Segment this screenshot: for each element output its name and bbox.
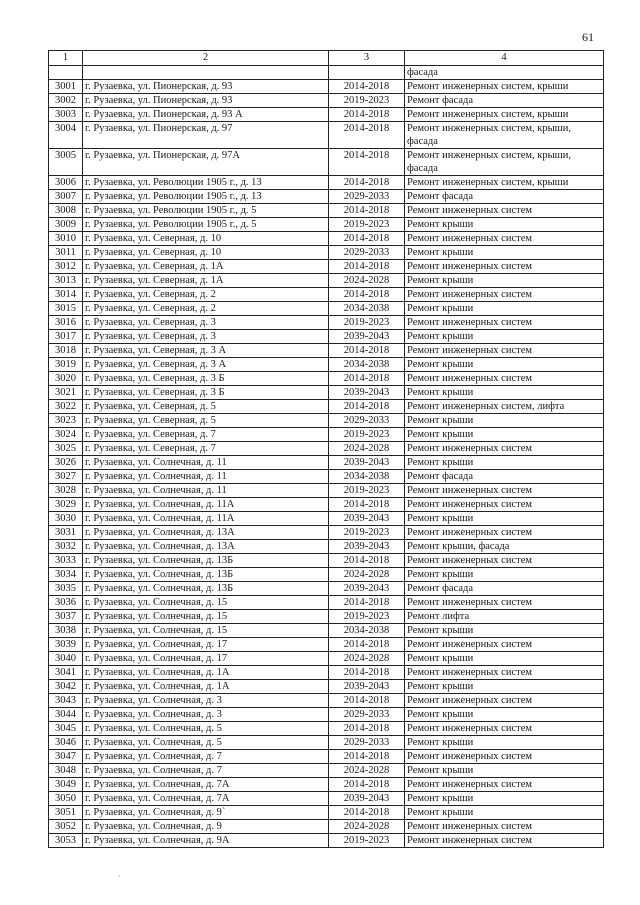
row-number: 3048 <box>49 764 83 778</box>
row-number: 3031 <box>49 526 83 540</box>
continuation-cell-empty <box>83 66 329 80</box>
row-address: г. Рузаевка, ул. Солнечная, д. 11 <box>83 484 329 498</box>
row-number: 3010 <box>49 232 83 246</box>
table-row <box>49 750 604 764</box>
row-number: 3026 <box>49 456 83 470</box>
row-work: Ремонт инженерных систем, крыши, фасада <box>405 122 604 149</box>
table-row <box>49 694 604 708</box>
row-address: г. Рузаевка, ул. Северная, д. 1А <box>83 260 329 274</box>
row-work: Ремонт инженерных систем <box>405 638 604 652</box>
table-row <box>49 344 604 358</box>
row-period: 2039-2043 <box>329 680 405 694</box>
row-number: 3037 <box>49 610 83 624</box>
table-body <box>49 51 604 848</box>
table-row <box>49 526 604 540</box>
row-address: г. Рузаевка, ул. Северная, д. 3 <box>83 316 329 330</box>
row-address: г. Рузаевка, ул. Революции 1905 г., д. 13 <box>83 190 329 204</box>
continuation-cell-empty <box>329 66 405 80</box>
row-period: 2029-2033 <box>329 708 405 722</box>
column-number-row <box>49 51 604 66</box>
table-row <box>49 554 604 568</box>
table-row <box>49 372 604 386</box>
row-work: Ремонт инженерных систем <box>405 204 604 218</box>
row-period: 2014-2018 <box>329 372 405 386</box>
row-period: 2029-2033 <box>329 246 405 260</box>
row-address: г. Рузаевка, ул. Северная, д. 3 А <box>83 358 329 372</box>
row-period: 2014-2018 <box>329 554 405 568</box>
row-address: г. Рузаевка, ул. Пионерская, д. 97 <box>83 122 329 149</box>
row-number: 3024 <box>49 428 83 442</box>
row-period: 2024-2028 <box>329 442 405 456</box>
row-address: г. Рузаевка, ул. Солнечная, д. 11 <box>83 470 329 484</box>
row-period: 2024-2028 <box>329 274 405 288</box>
table-row <box>49 638 604 652</box>
row-address: г. Рузаевка, ул. Солнечная, д. 7А <box>83 778 329 792</box>
row-period: 2039-2043 <box>329 386 405 400</box>
row-number: 3004 <box>49 122 83 149</box>
row-address: г. Рузаевка, ул. Солнечная, д. 5 <box>83 736 329 750</box>
row-work: Ремонт инженерных систем <box>405 344 604 358</box>
table-row <box>49 400 604 414</box>
table-row <box>49 260 604 274</box>
row-work: Ремонт инженерных систем <box>405 232 604 246</box>
row-work: Ремонт инженерных систем <box>405 554 604 568</box>
table-row <box>49 218 604 232</box>
table-row <box>49 190 604 204</box>
row-period: 2034-2038 <box>329 624 405 638</box>
table-row <box>49 834 604 848</box>
table-row <box>49 288 604 302</box>
table-row <box>49 204 604 218</box>
table-row <box>49 736 604 750</box>
row-address: г. Рузаевка, ул. Пионерская, д. 93 <box>83 94 329 108</box>
row-address: г. Рузаевка, ул. Северная, д. 7 <box>83 442 329 456</box>
row-period: 2039-2043 <box>329 540 405 554</box>
row-address: г. Рузаевка, ул. Северная, д. 5 <box>83 400 329 414</box>
table-row <box>49 232 604 246</box>
row-address: г. Рузаевка, ул. Солнечная, д. 7 <box>83 764 329 778</box>
row-number: 3018 <box>49 344 83 358</box>
table-row <box>49 456 604 470</box>
row-address: г. Рузаевка, ул. Северная, д. 3 Б <box>83 372 329 386</box>
row-number: 3040 <box>49 652 83 666</box>
table-row <box>49 428 604 442</box>
row-address: г. Рузаевка, ул. Революции 1905 г., д. 5 <box>83 218 329 232</box>
row-number: 3049 <box>49 778 83 792</box>
row-work: Ремонт крыши <box>405 512 604 526</box>
row-period: 2014-2018 <box>329 806 405 820</box>
row-work: Ремонт инженерных систем <box>405 316 604 330</box>
row-work: Ремонт инженерных систем <box>405 666 604 680</box>
table-row <box>49 414 604 428</box>
row-work: Ремонт крыши <box>405 708 604 722</box>
row-address: г. Рузаевка, ул. Солнечная, д. 7 <box>83 750 329 764</box>
row-address: г. Рузаевка, ул. Солнечная, д. 13Б <box>83 568 329 582</box>
page-number: 61 <box>582 30 594 44</box>
table-row <box>49 596 604 610</box>
row-work: Ремонт крыши <box>405 624 604 638</box>
row-work: Ремонт инженерных систем <box>405 442 604 456</box>
row-period: 2014-2018 <box>329 750 405 764</box>
row-number: 3016 <box>49 316 83 330</box>
row-period: 2019-2023 <box>329 526 405 540</box>
table-row <box>49 386 604 400</box>
row-work: Ремонт крыши <box>405 736 604 750</box>
table-row <box>49 624 604 638</box>
row-address: г. Рузаевка, ул. Солнечная, д. 11А <box>83 498 329 512</box>
row-address: г. Рузаевка, ул. Солнечная, д. 3 <box>83 708 329 722</box>
row-work: Ремонт инженерных систем <box>405 834 604 848</box>
row-number: 3038 <box>49 624 83 638</box>
row-work: Ремонт инженерных систем, лифта <box>405 400 604 414</box>
table-row <box>49 442 604 456</box>
row-period: 2019-2023 <box>329 834 405 848</box>
row-number: 3006 <box>49 176 83 190</box>
row-work: Ремонт крыши <box>405 358 604 372</box>
table-row <box>49 778 604 792</box>
row-number: 3015 <box>49 302 83 316</box>
row-work: Ремонт инженерных систем, крыши <box>405 176 604 190</box>
row-period: 2039-2043 <box>329 512 405 526</box>
row-address: г. Рузаевка, ул. Солнечная, д. 13А <box>83 540 329 554</box>
row-number: 3007 <box>49 190 83 204</box>
table-row <box>49 484 604 498</box>
row-number: 3032 <box>49 540 83 554</box>
row-period: 2029-2033 <box>329 736 405 750</box>
row-work: Ремонт крыши <box>405 218 604 232</box>
table-row <box>49 80 604 94</box>
table-row <box>49 176 604 190</box>
row-address: г. Рузаевка, ул. Солнечная, д. 3 <box>83 694 329 708</box>
row-work: Ремонт инженерных систем <box>405 722 604 736</box>
row-number: 3014 <box>49 288 83 302</box>
row-address: г. Рузаевка, ул. Революции 1905 г., д. 5 <box>83 204 329 218</box>
row-work: Ремонт фасада <box>405 470 604 484</box>
table-row <box>49 568 604 582</box>
table-row <box>49 512 604 526</box>
table-row <box>49 358 604 372</box>
row-number: 3001 <box>49 80 83 94</box>
row-work: Ремонт крыши <box>405 302 604 316</box>
row-address: г. Рузаевка, ул. Пионерская, д. 93 А <box>83 108 329 122</box>
row-address: г. Рузаевка, ул. Северная, д. 7 <box>83 428 329 442</box>
row-address: г. Рузаевка, ул. Северная, д. 3 А <box>83 344 329 358</box>
table-row <box>49 470 604 484</box>
row-number: 3051 <box>49 806 83 820</box>
row-work: Ремонт крыши <box>405 568 604 582</box>
table-row <box>49 94 604 108</box>
row-number: 3052 <box>49 820 83 834</box>
table-row <box>49 330 604 344</box>
row-period: 2014-2018 <box>329 400 405 414</box>
row-work: Ремонт крыши <box>405 414 604 428</box>
row-period: 2034-2038 <box>329 358 405 372</box>
row-period: 2014-2018 <box>329 722 405 736</box>
scan-mark: · <box>118 872 121 881</box>
row-work: Ремонт крыши <box>405 806 604 820</box>
table-row <box>49 582 604 596</box>
row-address: г. Рузаевка, ул. Солнечная, д. 13Б <box>83 582 329 596</box>
row-number: 3034 <box>49 568 83 582</box>
row-number: 3021 <box>49 386 83 400</box>
row-period: 2014-2018 <box>329 176 405 190</box>
row-address: г. Рузаевка, ул. Северная, д. 3 Б <box>83 386 329 400</box>
row-address: г. Рузаевка, ул. Пионерская, д. 93 <box>83 80 329 94</box>
table-row <box>49 122 604 149</box>
row-period: 2014-2018 <box>329 638 405 652</box>
row-number: 3029 <box>49 498 83 512</box>
row-address: г. Рузаевка, ул. Северная, д. 5 <box>83 414 329 428</box>
row-work: Ремонт инженерных систем <box>405 596 604 610</box>
row-number: 3033 <box>49 554 83 568</box>
row-work: Ремонт крыши <box>405 246 604 260</box>
row-address: г. Рузаевка, ул. Солнечная, д. 13А <box>83 526 329 540</box>
row-number: 3042 <box>49 680 83 694</box>
table-row <box>49 652 604 666</box>
row-number: 3017 <box>49 330 83 344</box>
table-row <box>49 274 604 288</box>
row-address: г. Рузаевка, ул. Революции 1905 г., д. 13 <box>83 176 329 190</box>
row-work: Ремонт инженерных систем <box>405 750 604 764</box>
table-row <box>49 820 604 834</box>
row-work: Ремонт крыши <box>405 386 604 400</box>
row-address: г. Рузаевка, ул. Северная, д. 10 <box>83 232 329 246</box>
row-address: г. Рузаевка, ул. Солнечная, д. 13Б <box>83 554 329 568</box>
row-number: 3023 <box>49 414 83 428</box>
row-period: 2014-2018 <box>329 260 405 274</box>
row-address: г. Рузаевка, ул. Солнечная, д. 1А <box>83 666 329 680</box>
row-number: 3005 <box>49 149 83 176</box>
row-period: 2014-2018 <box>329 122 405 149</box>
row-number: 3046 <box>49 736 83 750</box>
row-work: Ремонт крыши <box>405 652 604 666</box>
row-period: 2034-2038 <box>329 470 405 484</box>
row-number: 3045 <box>49 722 83 736</box>
table-row <box>49 316 604 330</box>
row-address: г. Рузаевка, ул. Солнечная, д. 9` <box>83 806 329 820</box>
table-row <box>49 610 604 624</box>
row-number: 3047 <box>49 750 83 764</box>
row-number: 3043 <box>49 694 83 708</box>
row-period: 2019-2023 <box>329 94 405 108</box>
row-period: 2014-2018 <box>329 344 405 358</box>
row-period: 2014-2018 <box>329 596 405 610</box>
continuation-cell-empty <box>49 66 83 80</box>
row-address: г. Рузаевка, ул. Пионерская, д. 97А <box>83 149 329 176</box>
table-row <box>49 708 604 722</box>
row-period: 2034-2038 <box>329 302 405 316</box>
row-period: 2019-2023 <box>329 316 405 330</box>
row-period: 2014-2018 <box>329 694 405 708</box>
table-row <box>49 108 604 122</box>
row-number: 3009 <box>49 218 83 232</box>
row-number: 3025 <box>49 442 83 456</box>
row-number: 3027 <box>49 470 83 484</box>
row-period: 2014-2018 <box>329 666 405 680</box>
row-work: Ремонт крыши <box>405 680 604 694</box>
row-number: 3012 <box>49 260 83 274</box>
row-work: Ремонт инженерных систем <box>405 484 604 498</box>
row-period: 2014-2018 <box>329 232 405 246</box>
table-row <box>49 792 604 806</box>
row-number: 3035 <box>49 582 83 596</box>
row-number: 3036 <box>49 596 83 610</box>
row-period: 2014-2018 <box>329 108 405 122</box>
row-work: Ремонт фасада <box>405 190 604 204</box>
row-address: г. Рузаевка, ул. Северная, д. 1А <box>83 274 329 288</box>
row-address: г. Рузаевка, ул. Солнечная, д. 15 <box>83 624 329 638</box>
row-address: г. Рузаевка, ул. Северная, д. 10 <box>83 246 329 260</box>
row-address: г. Рузаевка, ул. Солнечная, д. 17 <box>83 652 329 666</box>
column-header-work: 4 <box>405 51 604 66</box>
row-period: 2014-2018 <box>329 288 405 302</box>
column-header-period: 3 <box>329 51 405 66</box>
row-work: Ремонт инженерных систем <box>405 498 604 512</box>
row-work: Ремонт крыши <box>405 764 604 778</box>
row-work: Ремонт инженерных систем <box>405 372 604 386</box>
row-work: Ремонт крыши <box>405 792 604 806</box>
row-number: 3002 <box>49 94 83 108</box>
row-number: 3022 <box>49 400 83 414</box>
row-work: Ремонт крыши <box>405 274 604 288</box>
row-period: 2024-2028 <box>329 652 405 666</box>
table-row <box>49 680 604 694</box>
row-number: 3013 <box>49 274 83 288</box>
row-work: Ремонт крыши <box>405 428 604 442</box>
row-address: г. Рузаевка, ул. Солнечная, д. 11 <box>83 456 329 470</box>
column-header-number: 1 <box>49 51 83 66</box>
row-period: 2019-2023 <box>329 484 405 498</box>
row-work: Ремонт крыши <box>405 330 604 344</box>
row-work: Ремонт инженерных систем <box>405 526 604 540</box>
row-address: г. Рузаевка, ул. Солнечная, д. 5 <box>83 722 329 736</box>
row-work: Ремонт инженерных систем <box>405 778 604 792</box>
row-number: 3030 <box>49 512 83 526</box>
row-work: Ремонт крыши, фасада <box>405 540 604 554</box>
row-address: г. Рузаевка, ул. Солнечная, д. 17 <box>83 638 329 652</box>
row-period: 2019-2023 <box>329 218 405 232</box>
row-number: 3028 <box>49 484 83 498</box>
table-row <box>49 246 604 260</box>
row-period: 2024-2028 <box>329 820 405 834</box>
row-address: г. Рузаевка, ул. Северная, д. 2 <box>83 288 329 302</box>
row-number: 3011 <box>49 246 83 260</box>
row-number: 3020 <box>49 372 83 386</box>
row-period: 2039-2043 <box>329 582 405 596</box>
row-work: Ремонт инженерных систем, крыши <box>405 80 604 94</box>
row-number: 3041 <box>49 666 83 680</box>
row-period: 2029-2033 <box>329 190 405 204</box>
row-period: 2039-2043 <box>329 330 405 344</box>
row-work: Ремонт инженерных систем, крыши <box>405 108 604 122</box>
row-period: 2039-2043 <box>329 792 405 806</box>
row-work: Ремонт фасада <box>405 582 604 596</box>
row-number: 3044 <box>49 708 83 722</box>
continuation-row <box>49 66 604 80</box>
row-period: 2014-2018 <box>329 80 405 94</box>
row-period: 2019-2023 <box>329 428 405 442</box>
row-address: г. Рузаевка, ул. Солнечная, д. 11А <box>83 512 329 526</box>
row-period: 2039-2043 <box>329 456 405 470</box>
row-address: г. Рузаевка, ул. Солнечная, д. 15 <box>83 596 329 610</box>
table-row <box>49 764 604 778</box>
table-row <box>49 302 604 316</box>
row-address: г. Рузаевка, ул. Солнечная, д. 1А <box>83 680 329 694</box>
column-header-address: 2 <box>83 51 329 66</box>
row-number: 3053 <box>49 834 83 848</box>
continuation-text: фасада <box>405 66 604 80</box>
row-work: Ремонт лифта <box>405 610 604 624</box>
row-work: Ремонт инженерных систем <box>405 820 604 834</box>
row-period: 2014-2018 <box>329 778 405 792</box>
repair-schedule-table <box>48 50 604 848</box>
row-period: 2029-2033 <box>329 414 405 428</box>
row-number: 3039 <box>49 638 83 652</box>
row-work: Ремонт инженерных систем <box>405 260 604 274</box>
row-address: г. Рузаевка, ул. Северная, д. 2 <box>83 302 329 316</box>
table-row <box>49 666 604 680</box>
row-address: г. Рузаевка, ул. Солнечная, д. 15 <box>83 610 329 624</box>
row-period: 2014-2018 <box>329 149 405 176</box>
table-row <box>49 722 604 736</box>
row-number: 3008 <box>49 204 83 218</box>
row-period: 2014-2018 <box>329 204 405 218</box>
row-period: 2024-2028 <box>329 568 405 582</box>
table-row <box>49 149 604 176</box>
row-work: Ремонт инженерных систем <box>405 694 604 708</box>
row-period: 2019-2023 <box>329 610 405 624</box>
row-number: 3019 <box>49 358 83 372</box>
row-work: Ремонт инженерных систем, крыши, фасада <box>405 149 604 176</box>
table-row <box>49 806 604 820</box>
row-period: 2014-2018 <box>329 498 405 512</box>
table-row <box>49 540 604 554</box>
row-address: г. Рузаевка, ул. Солнечная, д. 9А <box>83 834 329 848</box>
row-address: г. Рузаевка, ул. Солнечная, д. 9 <box>83 820 329 834</box>
row-address: г. Рузаевка, ул. Солнечная, д. 7А <box>83 792 329 806</box>
table-row <box>49 498 604 512</box>
row-work: Ремонт фасада <box>405 94 604 108</box>
row-work: Ремонт крыши <box>405 456 604 470</box>
row-period: 2024-2028 <box>329 764 405 778</box>
row-address: г. Рузаевка, ул. Северная, д. 3 <box>83 330 329 344</box>
row-number: 3050 <box>49 792 83 806</box>
row-number: 3003 <box>49 108 83 122</box>
row-work: Ремонт инженерных систем <box>405 288 604 302</box>
